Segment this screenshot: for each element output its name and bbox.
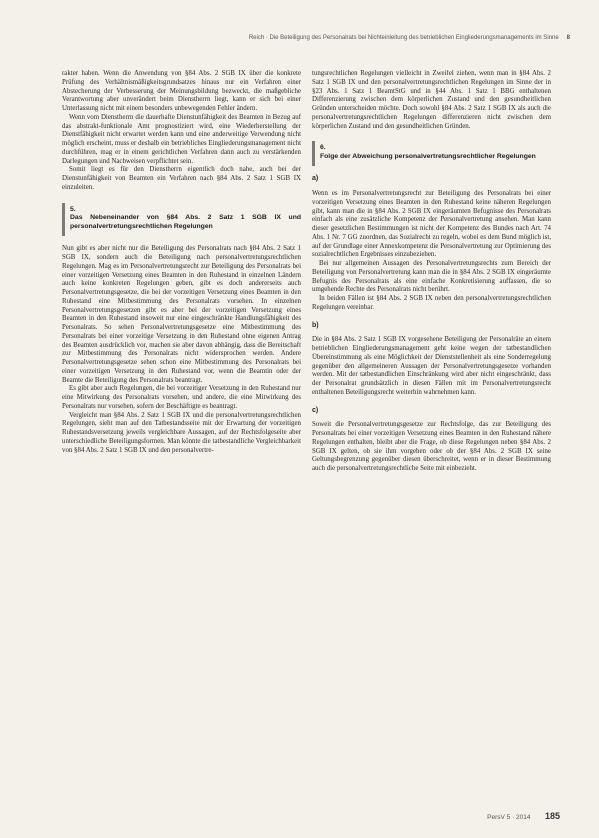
section-heading-6 [312,141,551,166]
paragraph: rakter haben. Wenn die Anwendung von §84 Abs. 2 SGB IX über die konkrete Prüfung des Verhältnismäßigkeitsgrundsatzes hinaus nur ein Verfahren einer Abstecherung der Verbesserung der Meinungsbildung bezweckt, die maßgebliche Verantwortung aber unverändert beim Dienstherrn liegt, kann er sich bei einer Unterlassung nicht mit einem besonders unbewegenden Fehler ändern. [62,70,301,112]
paragraph: In beiden Fällen ist §84 Abs. 2 SGB IX neben den personalvertretungsrechtlichen Regelungen vereinbar. [312,295,551,311]
paragraph: Wenn es im Personalvertretungsrecht zur Beteiligung des Personalrats bei einer vorzeitigen Versetzung eines Beamten in den Ruhestand keine näheren Regelungen gibt, kann man die in §84 Abs. 2 SGB IX eingeräumten Befugnisse des Personalrats einfach als eine zusätzliche Kompetenz der Personalvertretung ansehen. Man kann dieser gesetzlichen Bestimmungen ist nicht der Kompetenz des Bundes nach Art. 74 Abs. 1 Nr. 7 GG zuordnen, das Sozialrecht zu regeln, wobei es dem Bund möglich ist, auf der Grundlage einer Annexkompetenz die Personalvertretung zur Optimierung des sozialrechtlichen Ergebnisses einzubeziehen. [312,190,551,259]
paragraph: Somit liegt es für den Dienstherrn eigentlich doch nahe, auch bei der Dienstunfähigkeit von Beamten ein Verfahren nach §84 Abs. 2 Satz 1 SGB IX einzuleiten. [62,166,301,191]
paragraph: Die in §84 Abs. 2 Satz 1 SGB IX vorgesehene Beteiligung der Personalräte an einem betrieblichen Eingliederungsmanagement geht keine wegen der tatbestandlichen Übereinstimmung als eine Möglichkeit der Dienststellenheit als eine Sonderregelung gegenüber den allgemeineren Aussagen der Personalvertretungsgesetze vorhanden werden. Mit der tatbestandlichen Einschränkung wird aber nicht eingeschränkt, dass der Personalrat grundsätzlich in diesen Fällen mit im Personalvertretungsrecht enthaltenen Beteiligungsrecht weiterhin wahrnehmen kann. [312,336,551,396]
paragraph: Wenn vom Dienstherrn die dauerhafte Dienstunfähigkeit des Beamten in Bezug auf das abstrakt-funktionale Amt prognostiziert wird, eine Wiederherstellung der Dienstfähigkeit nicht erwartet werden kann und eine anderweitige Verwendung nicht möglich erscheint, muss er deshalb ein betriebliches Eingliederungsmanagement nicht durchführen, mag er in einem gerichtlichen Verfahren dann auch zu verstärkenden Darlegungen und Nachweisen verpflichtet sein. [62,113,301,165]
subsection-c: c) [312,406,319,414]
section-number: 5. [70,205,76,213]
paragraph: Es gibt aber auch Regelungen, die bei vorzeitiger Versetzung in den Ruhestand nur eine Mitwirkung des Personalrats vorsehen, und andere, die eine Mitwirkung des Personalrats nur vorsehen, sofern der Beschäftigte es beantragt. [62,385,301,410]
paragraph: Vergleicht man §84 Abs. 2 Satz 1 SGB IX und die personalvertretungsrechtlichen Regelungen, sieht man auf den Tatbestandsseite mit der Erwartung der vorzeitigen Ruhestandsversetzung jeweils vergleichbare Aussagen, auf der Rechtsfolgeseite aber unterschiedliche Beteiligungsformen. Man könnte die tatbestandliche Vergleichbarkeit von §84 Abs. 2 Satz 1 SGB IX und den personalvertre- [62,411,301,454]
subsection-a: a) [312,175,319,183]
paragraph: tungsrechtlichen Regelungen vielleicht in Zweifel ziehen, wenn man in §84 Abs. 2 Satz 1 SGB IX und den personalvertretungsrechtlichen Regelungen im Sinne der in §23 Abs. 1 Satz 1 BeamtStG und in §44 Abs. 1 Satz 1 BBG enthaltenen Differenzierung zwischen dem körperlichen Zustand und den gesundheitlichen Gründen unterscheiden möchte. Doch sowohl §84 Abs. 2 Satz 1 SGB IX als auch die personalvertretungsrechtlichen Regelungen differenzieren nicht zwischen dem körperlichen Zustand und den gesundheitlichen Gründen. [312,70,551,130]
paragraph: Soweit die Personalvertretungsgesetze zur Rechtsfolge, das zur Beteiligung des Personalrats bei einer vorzeitigen Versetzung eines Beamten in den Ruhestand nähere Regelungen enthalten, bleibt aber die Frage, ob diese Regelungen neben §84 Abs. 2 SGB IX gelten, ob sie ihm vorgehen oder ob der §84 Abs. 2 SGB IX seine Geltungsbegrenzung gegenüber diesen überschreitet, wenn er in dieser Bestimmung auch die personalvertretungsrechtliche Seite mit einbezieht. [312,421,551,473]
left-column [62,70,301,800]
issue-label: PersV 5 · 2014 [487,814,531,821]
section-title: Folge der Abweichung personalvertretungsrechtlicher Regelungen [320,152,536,160]
section-heading-5 [62,203,301,237]
right-column [312,70,551,800]
page-footer [0,806,560,824]
running-head-text: Reich · Die Beteiligung des Personalrats bei Nichteinleitung des betrieblichen Eingliederungsmanagements im Sinne [248,35,559,41]
running-head [0,34,570,42]
section-title: Das Nebeneinander von §84 Abs. 2 Satz 1 SGB IX und personalvertretungsrechtlichen Regelungen [70,214,301,230]
paragraph: Nun gibt es aber nicht nur die Beteiligung des Personalrats nach §84 Abs. 2 Satz 1 SGB IX, sondern auch die Beteiligung nach personalvertretungsrechtlichen Regelungen. Mag es im Personalvertretungsrecht zur Beteiligung des Personalrats bei einer vorzeitigen Versetzung eines Beamten in den Ruhestand in einzelnen Ländern auch keine konkreten Regelungen geben, gibt es doch andererseits auch Personalvertretungsgesetze, die bei der vorzeitigen Versetzung eines Beamten in den Ruhestand eine Mitbestimmung des Personalrats vorsehen. In einzelnen Personalvertretungsgesetzen gibt es aber bei der vorzeitigen Versetzung eines Beamten in den Ruhestand insoweit nur eine eingeschränkte Handlungsfähigkeit des Personalrats. So sehen Personalvertretungsgesetze eine Mitbestimmung des Personalrats bei einer vorzeitige Versetzung in den Ruhestand ohne eigenen Antrag des Beamten ausdrücklich vor, machen sie aber davon abhängig, dass die Bereitschaft zur Mitbestimmung des Personalrats nicht widersprochen werden. Andere Personalvertretungsgesetze sehen schon eine Mitbestimmung des Personalrats bei einer vorzeitigen Versetzung in den Ruhestand vor, wenn die Beamtin oder der Beamte die Beteiligung des Personalrats beantragt. [62,245,301,384]
page-number: 185 [544,811,560,821]
paragraph: Bei nur allgemeinen Aussagen des Personalvertretungsrechts zum Bereich der Beteiligung von Personalvertretung kann man die in §84 Abs. 2 SGB IX eingeräumte Befugnis des Personalrats als eine einfache Konkretisierung auffassen, die so umgehende Rechte des Personalrats nicht berührt. [312,260,551,294]
running-head-mark: 8 [566,35,570,41]
section-number: 6. [320,144,326,152]
subsection-b: b) [312,321,319,329]
